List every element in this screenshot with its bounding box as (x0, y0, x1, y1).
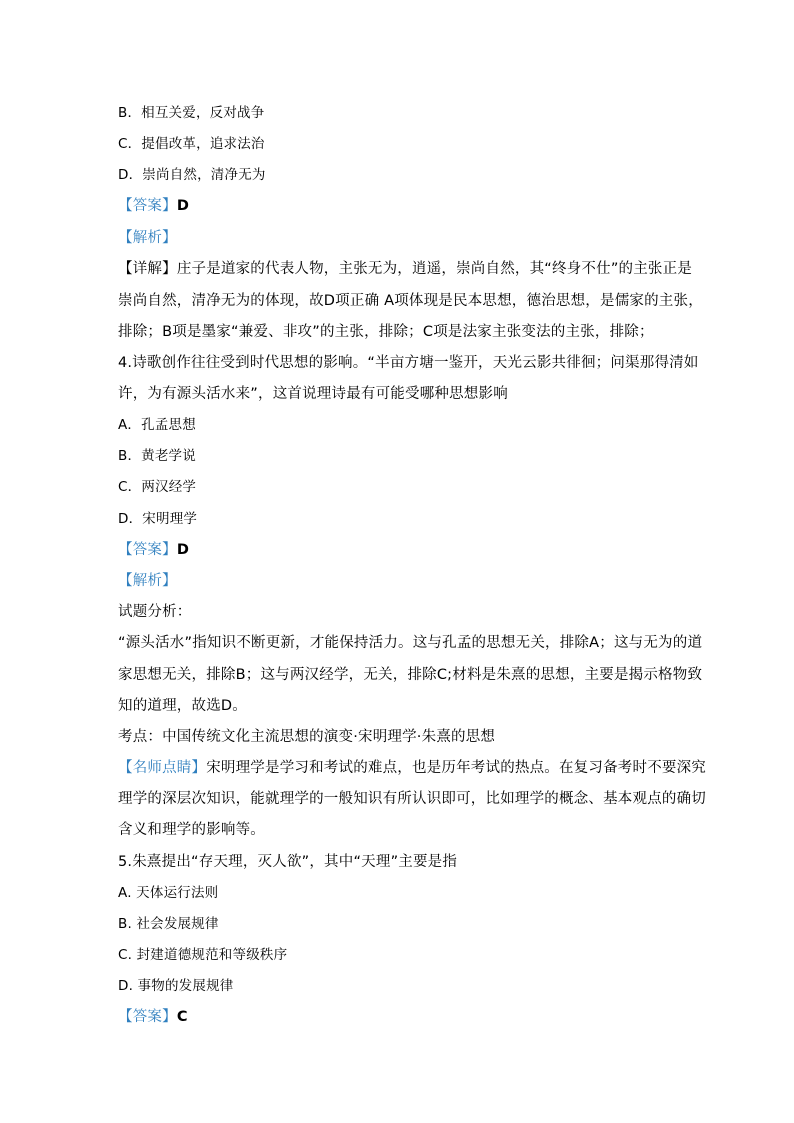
q3-detail-line-3: 排除；B项是墨家“兼爱、非攻”的主张，排除；C项是法家主张变法的主张，排除； (118, 324, 654, 340)
q5-option-d: D. 事物的发展规律 (118, 978, 234, 994)
answer-tag: 【答案】 (118, 1009, 177, 1025)
tips-text: 宋明理学是学习和考试的难点，也是历年考试的热点。在复习备考时不要深究 (206, 760, 706, 776)
tips-tag: 【名师点睛】 (118, 760, 207, 776)
q4-analysis-line-3: 知的道理，故选D。 (118, 698, 247, 714)
answer-value: C (176, 1009, 188, 1025)
q3-option-c: C．提倡改革，追求法治 (118, 136, 265, 152)
q4-analysis-tag: 【解析】 (118, 573, 177, 589)
q4-analysis-line-2: 家思想无关，排除B；这与两汉经学，无关，排除C;材料是朱熹的思想，主要是揭示格物致 (118, 667, 703, 683)
q5-stem: 5.朱熹提出“存天理，灭人欲”，其中“天理”主要是指 (118, 854, 458, 870)
q3-detail-line-1 (118, 259, 692, 279)
q5-answer (118, 1007, 188, 1027)
q4-tips-line-3: 含义和理学的影响等。 (118, 822, 265, 838)
q4-tips-line-2: 理学的深层次知识，能就理学的一般知识有所认识即可，比如理学的概念、基本观点的确切 (118, 791, 706, 807)
answer-value: D (176, 198, 190, 214)
q4-analysis-heading: 试题分析： (118, 604, 192, 620)
answer-tag: 【答案】 (118, 198, 177, 214)
q4-option-d: D．宋明理学 (118, 511, 198, 527)
q4-stem-line-2: 许，为有源头活水来”，这首说理诗最有可能受哪种思想影响 (118, 386, 508, 402)
q5-option-b: B. 社会发展规律 (118, 916, 219, 932)
q4-option-c: C．两汉经学 (118, 479, 197, 495)
detail-tag: 【详解】 (118, 261, 177, 277)
q3-answer (118, 196, 189, 216)
q5-option-c: C. 封建道德规范和等级秩序 (118, 947, 288, 963)
q4-stem-line-1: 4.诗歌创作往往受到时代思想的影响。“半亩方塘一鉴开，天光云影共徘徊；问渠那得清如 (118, 355, 699, 371)
q4-analysis-line-1: “源头活水”指知识不断更新，才能保持活力。这与孔孟的思想无关，排除A；这与无为的道 (118, 635, 703, 651)
answer-tag: 【答案】 (118, 542, 177, 558)
q3-option-d: D．崇尚自然，清净无为 (118, 167, 266, 183)
q5-option-a: A. 天体运行法则 (118, 885, 219, 901)
q4-option-a: A．孔孟思想 (118, 417, 196, 433)
q3-detail-line-2: 崇尚自然，清净无为的体现，故D项正确 A项体现是民本思想，德治思想，是儒家的主张， (118, 293, 703, 309)
answer-value: D (176, 542, 190, 558)
q4-tips-line-1 (118, 758, 706, 778)
q4-option-b: B．黄老学说 (118, 448, 196, 464)
q3-option-b: B．相互关爱，反对战争 (118, 105, 265, 121)
q3-analysis-tag: 【解析】 (118, 230, 177, 246)
detail-text: 庄子是道家的代表人物，主张无为，逍遥，崇尚自然，其“终身不仕”的主张正是 (176, 261, 693, 277)
q4-kaodian: 考点：中国传统文化主流思想的演变·宋明理学·朱熹的思想 (118, 729, 496, 745)
q4-answer (118, 540, 189, 560)
